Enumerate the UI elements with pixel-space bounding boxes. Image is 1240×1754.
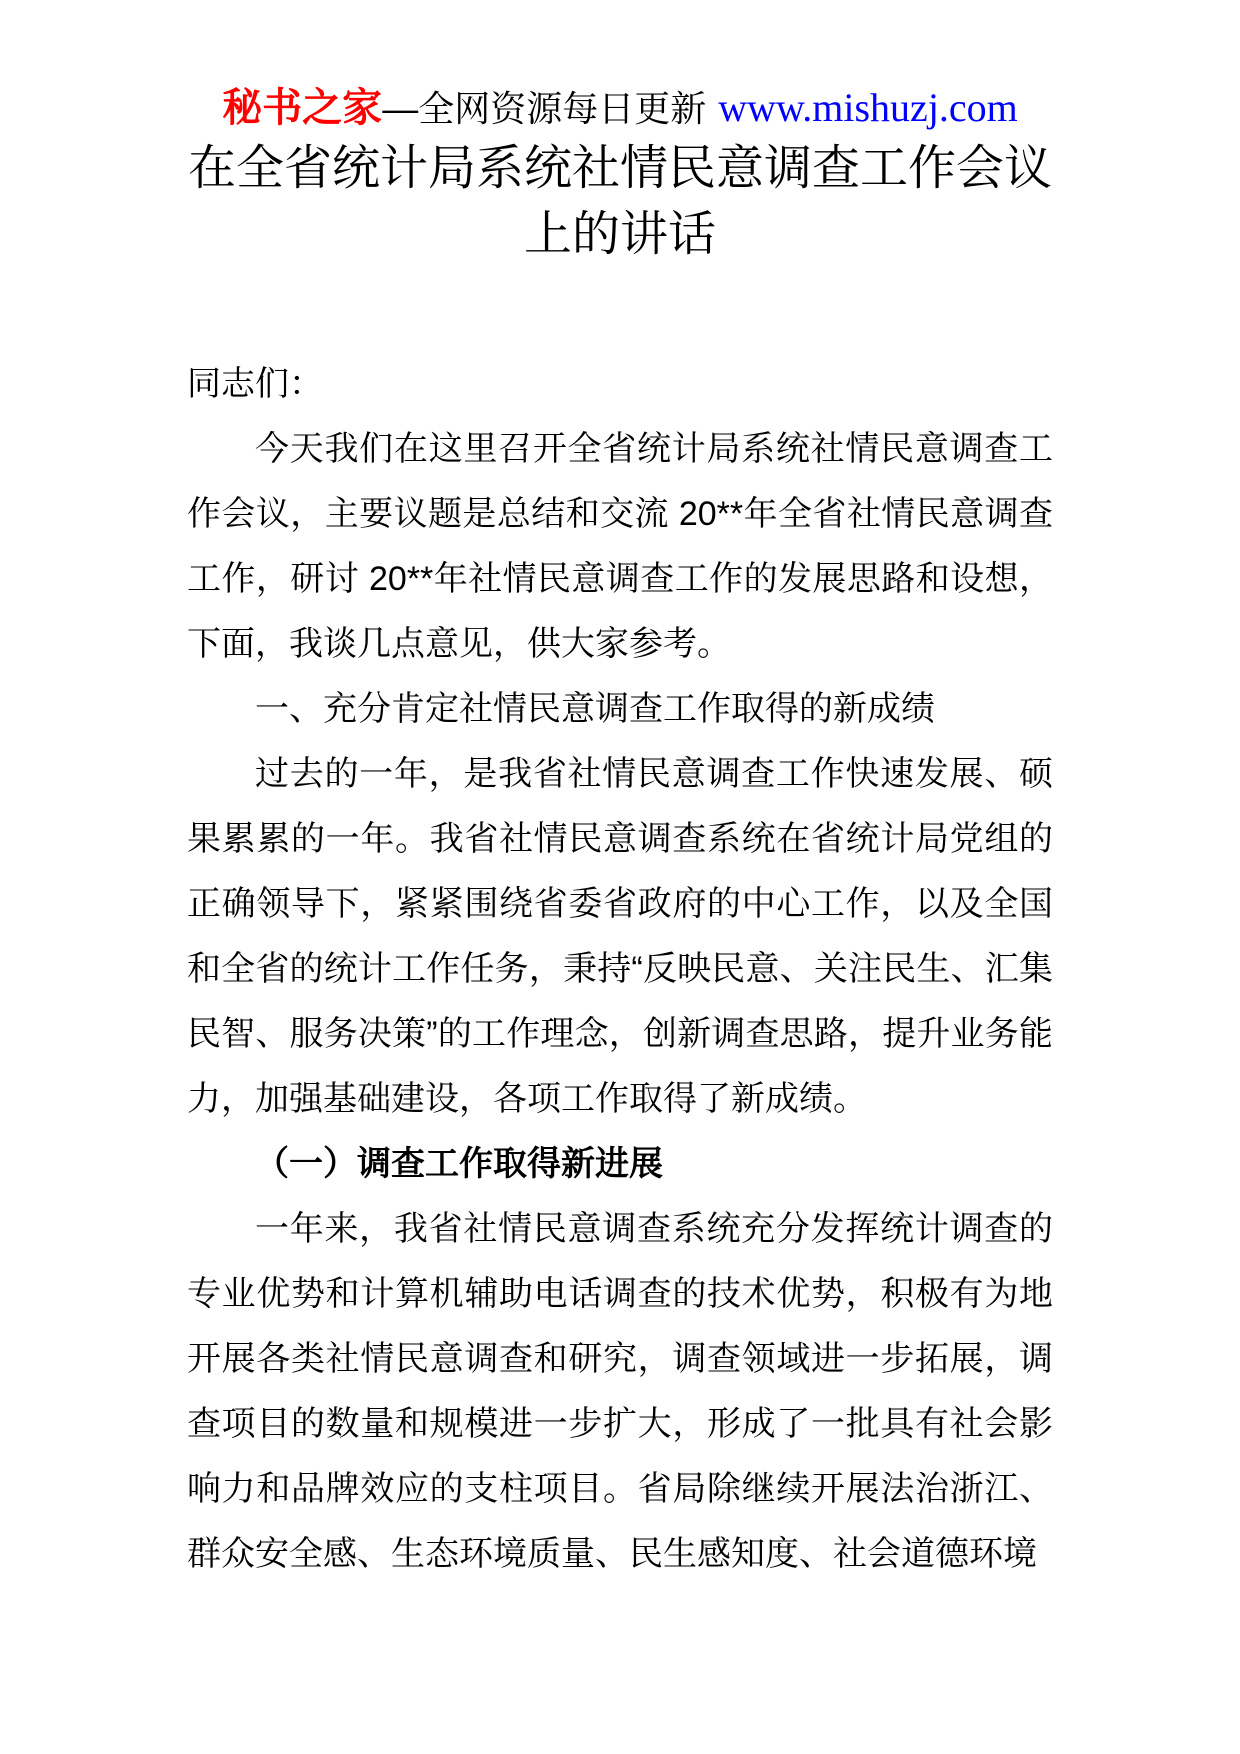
document-body xyxy=(187,352,1053,1587)
paragraph-opening: 今天我们在这里召开全省统计局系统社情民意调查工作会议，主要议题是总结和交流 20**年全省社情民意调查工作，研讨 20**年社情民意调查工作的发展思路和设想，下面，我谈几点意见，供大家参考。 xyxy=(187,430,1053,663)
salutation: 同志们： xyxy=(187,365,323,403)
paragraph-survey-progress: 一年来，我省社情民意调查系统充分发挥统计调查的专业优势和计算机辅助电话调查的技术优势，积极有为地开展各类社情民意调查和研究，调查领域进一步拓展，调查项目的数量和规模进一步扩大，形成了一批具有社会影响力和品牌效应的支柱项目。省局除继续开展法治浙江、群众安全感、生态环境质量、民生感知度、社会道德环境 xyxy=(187,1210,1053,1573)
heading-section-one: 一、充分肯定社情民意调查工作取得的新成绩 xyxy=(255,690,935,728)
site-tagline: —全网资源每日更新 xyxy=(382,88,707,129)
heading-subsection-one: （一）调查工作取得新进展 xyxy=(255,1145,663,1183)
paragraph-year-review: 过去的一年，是我省社情民意调查工作快速发展、硕果累累的一年。我省社情民意调查系统在省统计局党组的正确领导下，紧紧围绕省委省政府的中心工作，以及全国和全省的统计工作任务，秉持“反映民意、关注民生、汇集民智、服务决策”的工作理念，创新调查思路，提升业务能力，加强基础建设，各项工作取得了新成绩。 xyxy=(187,755,1053,1118)
site-brand: 秘书之家 xyxy=(222,86,383,130)
site-url-link[interactable]: www.mishuzj.com xyxy=(718,85,1018,130)
document-title: 在全省统计局系统社情民意调查工作会议上的讲话 xyxy=(187,142,1052,261)
site-header xyxy=(0,84,1240,141)
